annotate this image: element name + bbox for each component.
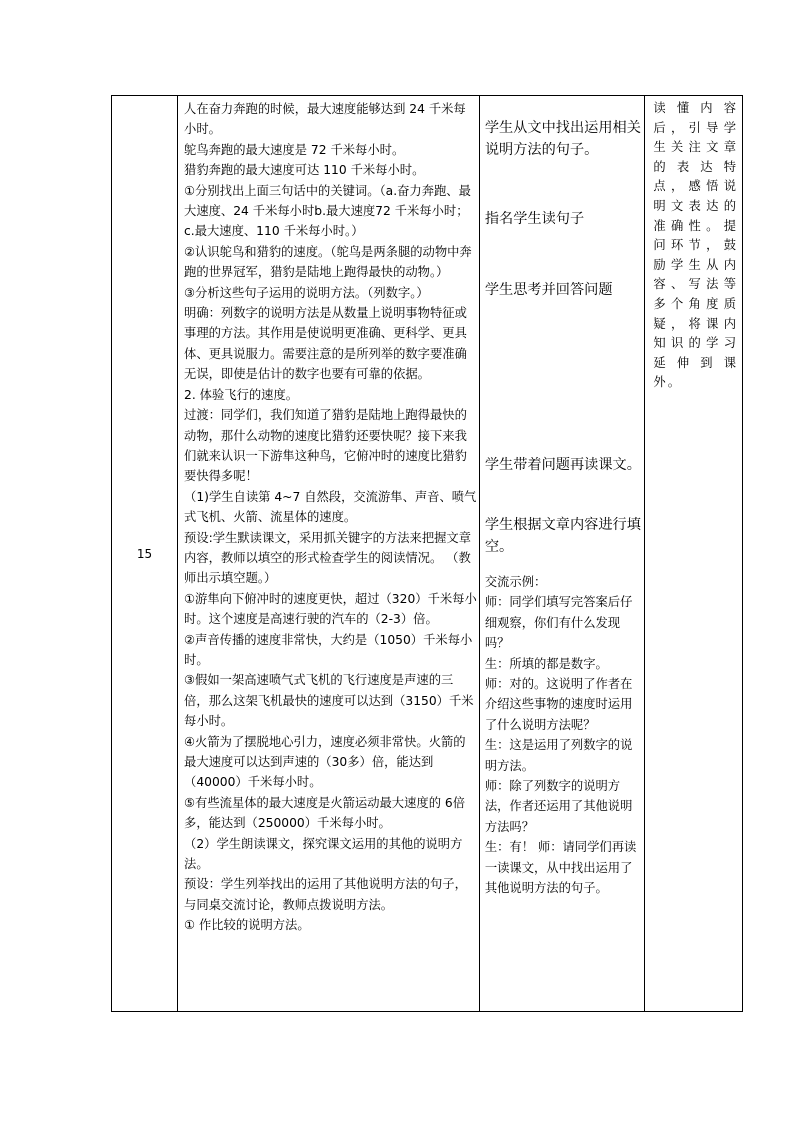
content-paragraph: ①分别找出上面三句话中的关键词。（a.奋力奔跑、最大速度、24 千米每小时b.最大速度72 千米每小时；c.最大速度、110 千米每小时。） [184, 183, 471, 239]
teaching-content-cell [178, 96, 480, 1012]
content-paragraph: ③假如一架高速喷气式飞机的飞行速度是声速的三倍，那么这架飞机最快的速度可以达到（3150）千米每小时。 [184, 673, 474, 729]
table-row [112, 96, 743, 1012]
student-activity-cell [479, 96, 645, 1012]
exchange-line: 师：同学们填写完答案后仔细观察，你们有什么发现吗？ [484, 595, 633, 651]
exchange-line: 生：所填的都是数字。 [484, 656, 608, 671]
content-paragraph: ⑤有些流星体的最大速度是火箭运动最大速度的 6倍多，能达到（250000）千米每小时。 [184, 795, 466, 831]
content-paragraph: ①游隼向下俯冲时的速度更快，超过（320）千米每小时。这个速度是高速行驶的汽车的（2-3）倍。 [184, 591, 477, 627]
content-paragraph: 明确：列数字的说明方法是从数量上说明事物特征或事理的方法。其作用是使说明更准确、更科学、更具体、更具说服力。需要注意的是所列举的数字要准确无误，即使是估计的数字也要有可靠的依据。 [184, 306, 467, 382]
student-activity-think-answer: 学生思考并回答问题 [484, 282, 613, 298]
exchange-line: 生：有！ 师：请同学们再读一读课文，从中找出运用了其他说明方法的句子。 [484, 840, 637, 896]
content-paragraph: ②声音传播的速度非常快，大约是（1050）千米每小时。 [184, 632, 473, 667]
student-activity-find-sentences: 学生从文中找出运用相关说明方法的句子。 [484, 120, 641, 158]
content-paragraph: 预设:学生默读课文，采用抓关键字的方法来把握文章内容，教师以填空的形式检查学生的阅读情况。 （教师出示填空题。） [184, 530, 472, 586]
exchange-line: 师：对的。这说明了作者在介绍这些事物的速度时运用了什么说明方法呢？ [484, 677, 633, 732]
student-activity-reread: 学生带着问题再读课文。 [484, 457, 641, 473]
time-cell [112, 96, 178, 1012]
time-value: 15 [136, 546, 153, 561]
content-paragraph: 预设：学生列举找出的运用了其他说明方法的句子，与同桌交流讨论，教师点拨说明方法。 [184, 877, 467, 912]
content-paragraph: （2）学生朗读课文，探究课文运用的其他的说明方法。 [184, 836, 463, 872]
student-activity-fill-blanks: 学生根据文章内容进行填空。 [484, 517, 641, 555]
content-paragraph: ②认识鸵鸟和猎豹的速度。（鸵鸟是两条腿的动物中奔跑的世界冠军，猎豹是陆地上跑得最快的动物。） [184, 244, 472, 280]
content-paragraph: ④火箭为了摆脱地心引力，速度必须非常快。火箭的最大速度可以达到声速的（30多）倍，能达到（40000）千米每小时。 [184, 734, 466, 790]
exchange-line: 师：除了列数字的说明方法，作者还运用了其他说明方法吗？ [484, 779, 633, 834]
exchange-line: 生：这是运用了列数字的说明方法。 [484, 738, 633, 773]
exchange-example [485, 572, 645, 899]
exchange-line: 交流示例： [484, 575, 547, 589]
content-paragraph: 鸵鸟奔跑的最大速度是 72 千米每小时。 [184, 142, 405, 157]
content-paragraph: 猎豹奔跑的最大速度可达 110 千米每小时。 [184, 163, 425, 178]
content-paragraph: 过渡：同学们，我们知道了猎豹是陆地上跑得最快的动物，那什么动物的速度比猎豹还要快呢？接下来我们就来认识一下游隼这种鸟，它俯冲时的速度比猎豹要快得多呢！ [184, 408, 467, 484]
lesson-plan-table [111, 95, 743, 1012]
design-intent-text: 读懂内容后，引导学生关注文章的表达特点，感悟说明文表达的准确性。提问环节，鼓励学生从内容、写法等多个角度质疑，将课内知识的学习延伸到课外。 [653, 101, 738, 390]
student-activity-read-aloud: 指名学生读句子 [484, 211, 585, 227]
design-intent-cell [645, 96, 743, 1012]
content-paragraph: 2. 体验飞行的速度。 [184, 387, 299, 402]
content-paragraph: ① 作比较的说明方法。 [184, 918, 310, 933]
content-paragraph: 人在奋力奔跑的时候，最大速度能够达到 24 千米每小时。 [184, 102, 466, 137]
content-paragraph: （1)学生自读第 4~7 自然段，交流游隼、声音、喷气式飞机、火箭、流星体的速度。 [184, 489, 477, 525]
content-paragraph: ③分析这些句子运用的说明方法。（列数字。） [184, 285, 429, 300]
